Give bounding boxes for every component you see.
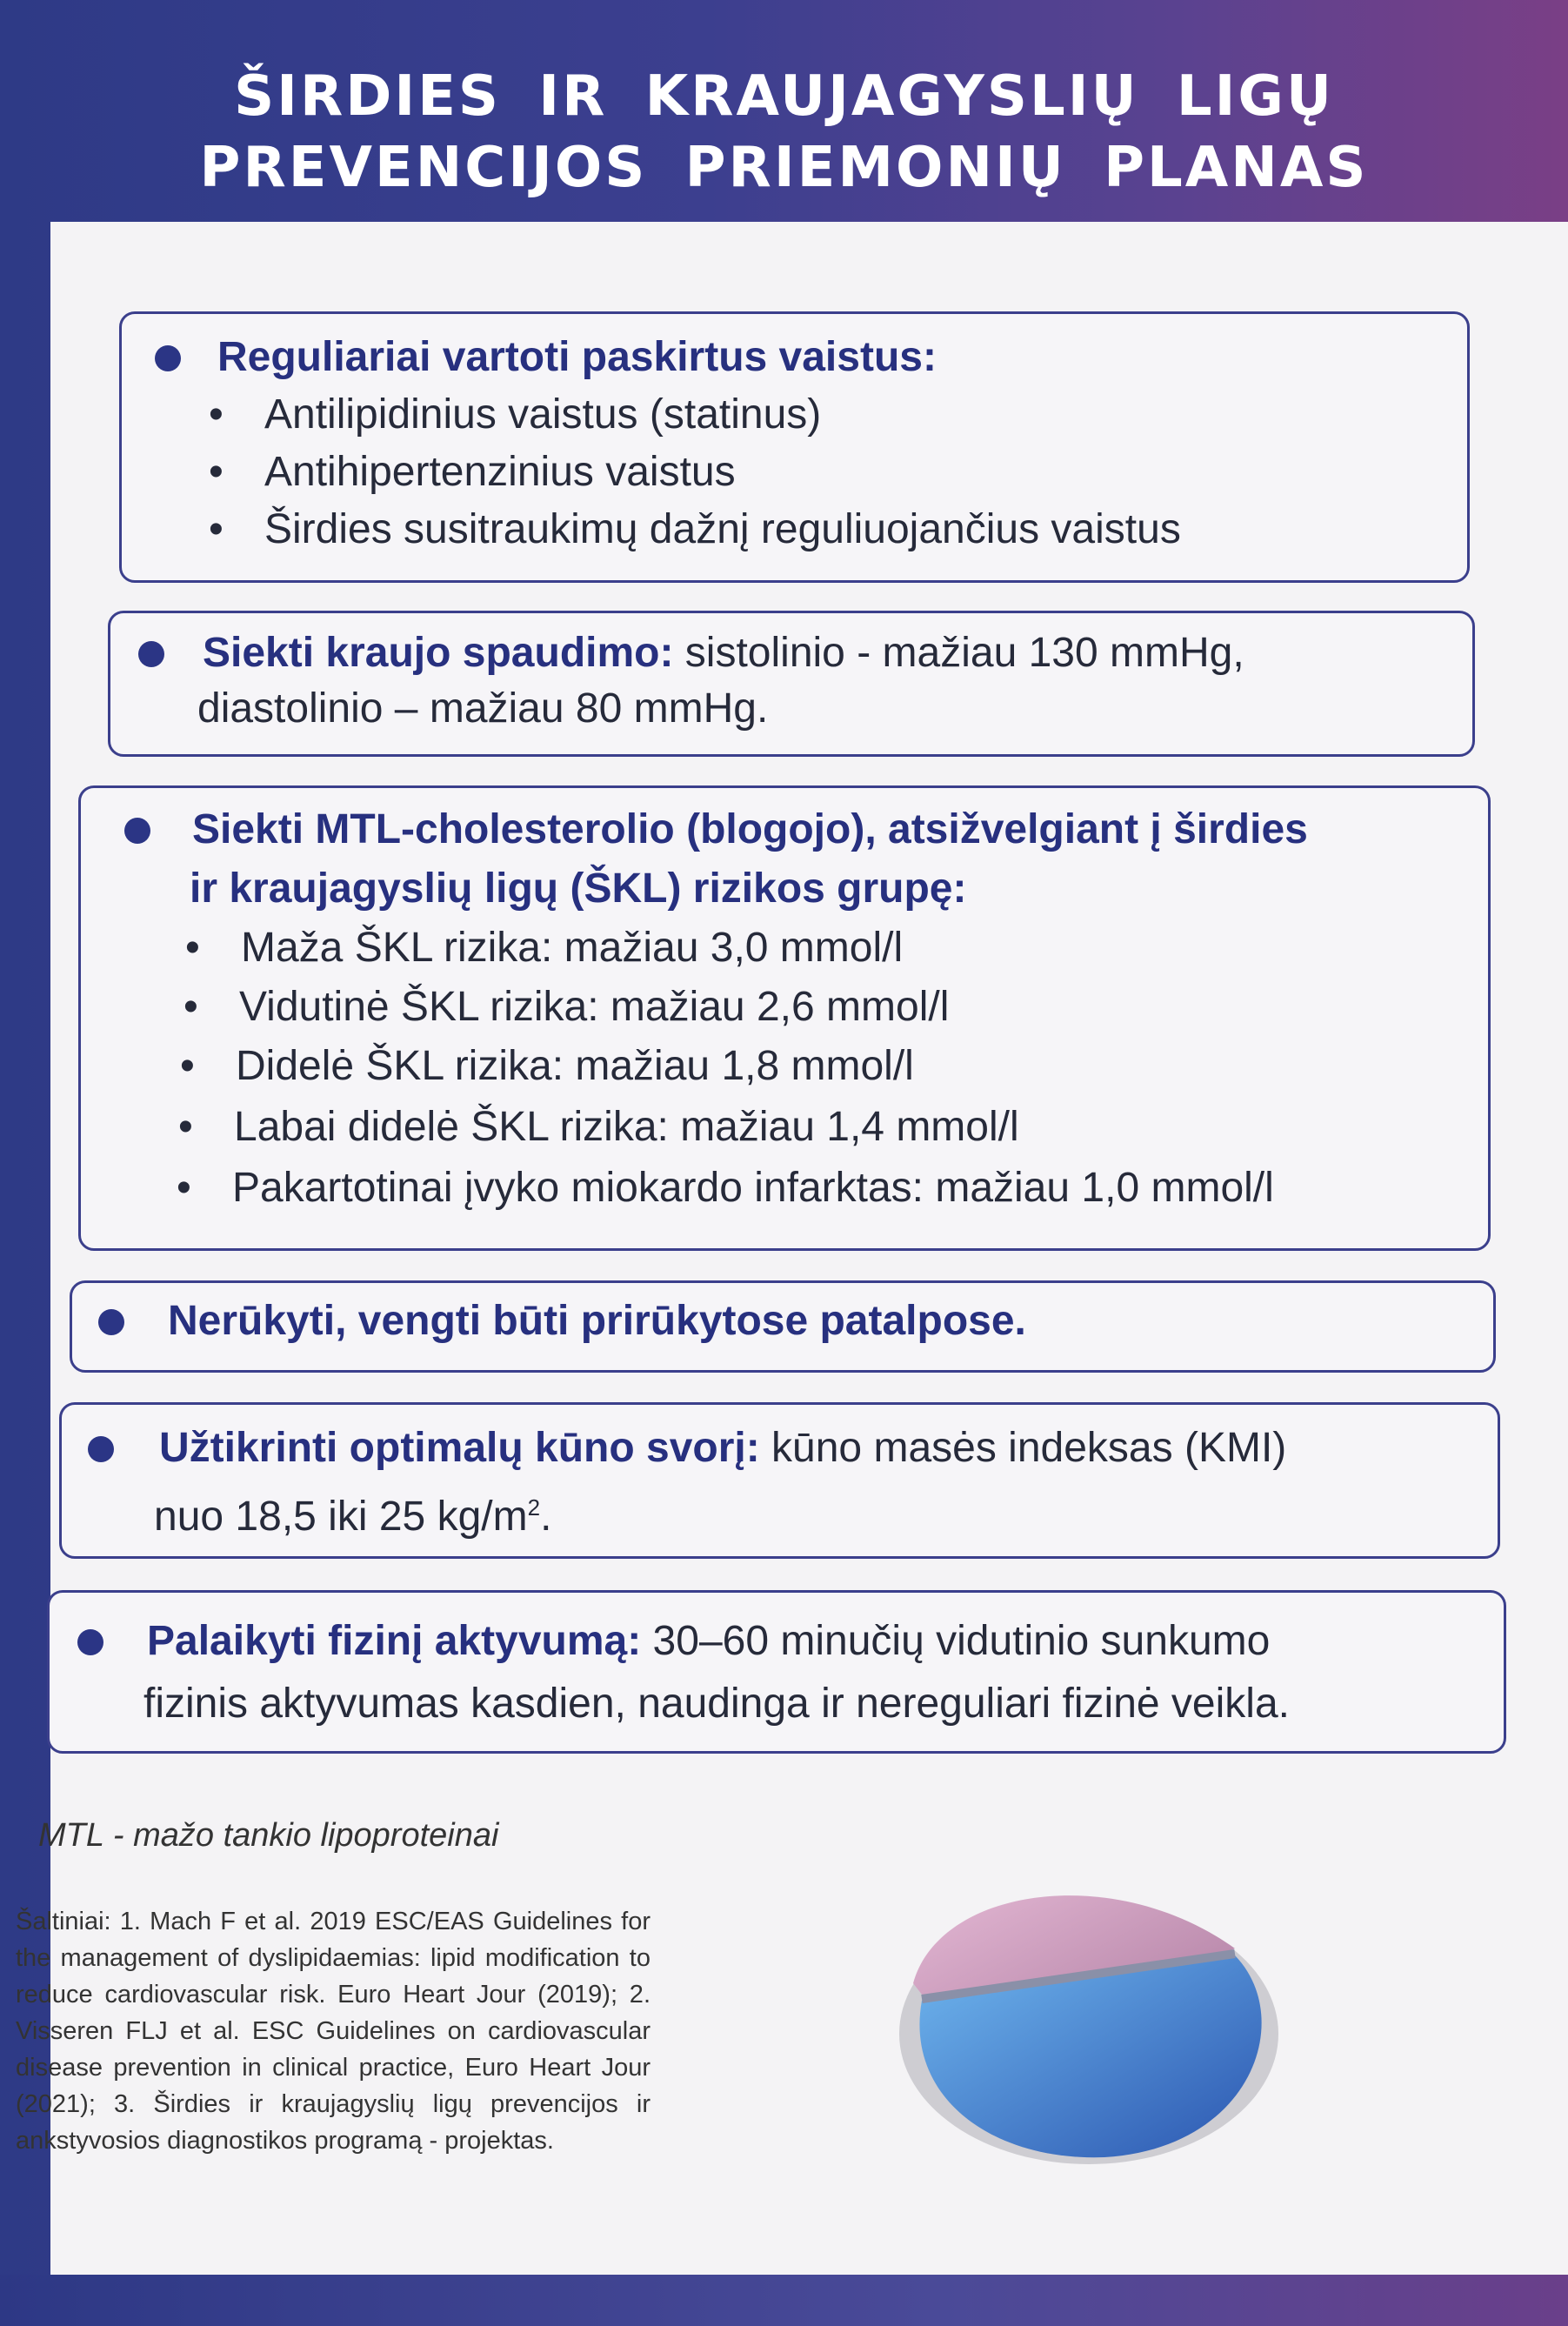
section-weight [59,1402,1500,1559]
bullet-dot-icon [98,1309,124,1335]
list-item: • Pakartotinai įvyko miokardo infarktas: mažiau 1,0 mmol/l [177,1165,1274,1211]
bullet-dot-icon [138,641,164,667]
section-heading: Reguliariai vartoti paskirtus vaistus: [217,334,937,380]
section-physical-activity [47,1590,1506,1754]
section-heading: Siekti MTL-cholesterolio (blogojo), atsižvelgiant į širdies [192,806,1308,852]
title-line-1: ŠIRDIES IR KRAUJAGYSLIŲ LIGŲ [234,64,1334,129]
bullet-dot-icon [124,818,150,844]
bullet-dot-icon [155,345,181,371]
section-heading: Nerūkyti, vengti būti prirūkytose patalpose. [168,1298,1026,1344]
section-ldl-cholesterol [78,785,1491,1251]
list-item: • Maža ŠKL rizika: mažiau 3,0 mmol/l [185,925,904,971]
page-title [0,61,1568,204]
list-item: • Labai didelė ŠKL rizika: mažiau 1,4 mmol/l [178,1104,1019,1150]
section-heading: Siekti kraujo spaudimo: sistolinio - mažiau 130 mmHg, [203,630,1244,676]
section-heading: ir kraujagyslių ligų (ŠKL) rizikos grupę: [190,866,967,912]
bullet-dot-icon [88,1436,114,1462]
list-item: • Antihipertenzinius vaistus [209,449,736,495]
bullet-dot-icon [77,1629,103,1655]
section-heading: Užtikrinti optimalų kūno svorį: kūno masės indeksas (KMI) [159,1425,1287,1471]
section-text: diastolinio – mažiau 80 mmHg. [197,685,769,732]
section-text: nuo 18,5 iki 25 $kg/m^2$. [154,1494,552,1540]
bottom-strip [0,2275,1568,2326]
section-smoking [70,1280,1496,1373]
section-heading: Palaikyti fizinį aktyvumą: 30–60 minučių vidutinio sunkumo [147,1618,1271,1664]
pill-icon [887,1853,1287,2183]
list-item: • Antilipidinius vaistus (statinus) [209,391,822,438]
footnote: MTL - mažo tankio lipoproteinai [38,1817,499,1854]
section-blood-pressure [108,611,1475,757]
list-item: • Širdies susitraukimų dažnį reguliuojančius vaistus [209,506,1181,552]
sources-text: Šaltiniai: 1. Mach F et al. 2019 ESC/EAS Guidelines for the management of dyslipidaemias: lipid modification to reduce cardiovascular risk. Euro Heart Jour (2019); 2. Visseren FLJ et al. ESC Guidelines on cardiovascular disease prevention in clinical practice, Euro Heart Jour (2021); 3. Širdies ir kraujagyslių ligų prevencijos ir ankstyvosios diagnostikos programą - projektas. [16,1908,651,2155]
title-line-2: PREVENCIJOS PRIEMONIŲ PLANAS [199,136,1369,200]
list-item: • Vidutinė ŠKL rizika: mažiau 2,6 mmol/l [183,984,950,1030]
list-item: • Didelė ŠKL rizika: mažiau 1,8 mmol/l [180,1043,914,1089]
section-text: fizinis aktyvumas kasdien, naudinga ir nereguliari fizinė veikla. [143,1681,1290,1727]
section-medications [119,311,1470,583]
